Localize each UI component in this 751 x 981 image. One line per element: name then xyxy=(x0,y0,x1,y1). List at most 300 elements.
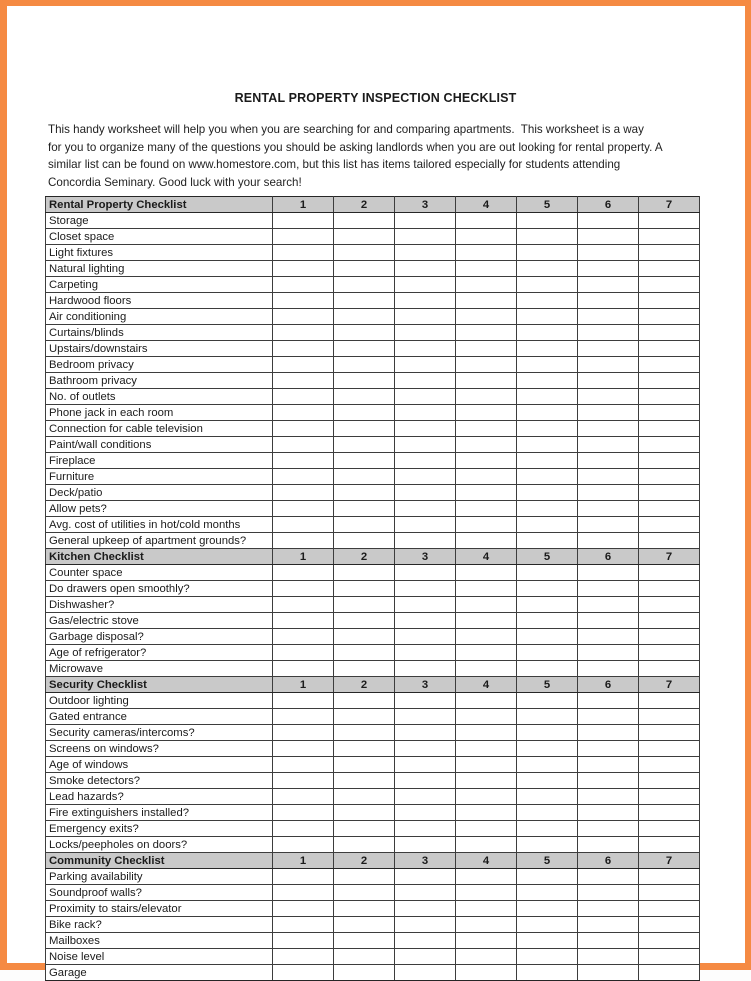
checklist-response-cell[interactable] xyxy=(578,517,639,533)
checklist-response-cell[interactable] xyxy=(273,741,334,757)
checklist-response-cell[interactable] xyxy=(456,565,517,581)
checklist-response-cell[interactable] xyxy=(578,661,639,677)
checklist-response-cell[interactable] xyxy=(273,309,334,325)
checklist-response-cell[interactable] xyxy=(456,437,517,453)
checklist-response-cell[interactable] xyxy=(578,901,639,917)
checklist-response-cell[interactable] xyxy=(639,773,700,789)
checklist-response-cell[interactable] xyxy=(517,517,578,533)
checklist-response-cell[interactable] xyxy=(578,261,639,277)
checklist-response-cell[interactable] xyxy=(517,421,578,437)
checklist-response-cell[interactable] xyxy=(578,773,639,789)
checklist-response-cell[interactable] xyxy=(334,949,395,965)
checklist-response-cell[interactable] xyxy=(334,245,395,261)
checklist-response-cell[interactable] xyxy=(395,773,456,789)
checklist-response-cell[interactable] xyxy=(456,405,517,421)
checklist-response-cell[interactable] xyxy=(517,341,578,357)
checklist-response-cell[interactable] xyxy=(456,837,517,853)
checklist-response-cell[interactable] xyxy=(578,405,639,421)
checklist-response-cell[interactable] xyxy=(517,437,578,453)
checklist-response-cell[interactable] xyxy=(273,421,334,437)
checklist-response-cell[interactable] xyxy=(395,693,456,709)
checklist-response-cell[interactable] xyxy=(273,389,334,405)
checklist-response-cell[interactable] xyxy=(639,885,700,901)
checklist-response-cell[interactable] xyxy=(395,469,456,485)
checklist-response-cell[interactable] xyxy=(639,389,700,405)
checklist-response-cell[interactable] xyxy=(517,693,578,709)
checklist-response-cell[interactable] xyxy=(517,277,578,293)
checklist-response-cell[interactable] xyxy=(517,501,578,517)
checklist-response-cell[interactable] xyxy=(517,581,578,597)
checklist-response-cell[interactable] xyxy=(578,277,639,293)
checklist-response-cell[interactable] xyxy=(517,869,578,885)
checklist-response-cell[interactable] xyxy=(578,565,639,581)
checklist-response-cell[interactable] xyxy=(517,325,578,341)
checklist-response-cell[interactable] xyxy=(334,421,395,437)
checklist-response-cell[interactable] xyxy=(456,901,517,917)
checklist-response-cell[interactable] xyxy=(334,725,395,741)
checklist-response-cell[interactable] xyxy=(395,917,456,933)
checklist-response-cell[interactable] xyxy=(395,373,456,389)
checklist-response-cell[interactable] xyxy=(273,341,334,357)
checklist-response-cell[interactable] xyxy=(395,501,456,517)
checklist-response-cell[interactable] xyxy=(334,645,395,661)
checklist-response-cell[interactable] xyxy=(517,373,578,389)
checklist-response-cell[interactable] xyxy=(456,645,517,661)
checklist-response-cell[interactable] xyxy=(456,389,517,405)
checklist-response-cell[interactable] xyxy=(639,901,700,917)
checklist-response-cell[interactable] xyxy=(639,629,700,645)
checklist-response-cell[interactable] xyxy=(639,869,700,885)
checklist-response-cell[interactable] xyxy=(334,469,395,485)
checklist-response-cell[interactable] xyxy=(639,261,700,277)
checklist-response-cell[interactable] xyxy=(578,245,639,261)
checklist-response-cell[interactable] xyxy=(395,581,456,597)
checklist-response-cell[interactable] xyxy=(456,277,517,293)
checklist-response-cell[interactable] xyxy=(395,325,456,341)
checklist-response-cell[interactable] xyxy=(334,501,395,517)
checklist-response-cell[interactable] xyxy=(395,437,456,453)
checklist-response-cell[interactable] xyxy=(517,629,578,645)
checklist-response-cell[interactable] xyxy=(395,661,456,677)
checklist-response-cell[interactable] xyxy=(639,421,700,437)
checklist-response-cell[interactable] xyxy=(334,261,395,277)
checklist-response-cell[interactable] xyxy=(456,469,517,485)
checklist-response-cell[interactable] xyxy=(273,709,334,725)
checklist-response-cell[interactable] xyxy=(395,485,456,501)
checklist-response-cell[interactable] xyxy=(395,341,456,357)
checklist-response-cell[interactable] xyxy=(639,757,700,773)
checklist-response-cell[interactable] xyxy=(395,741,456,757)
checklist-response-cell[interactable] xyxy=(456,229,517,245)
checklist-response-cell[interactable] xyxy=(517,453,578,469)
checklist-response-cell[interactable] xyxy=(517,405,578,421)
checklist-response-cell[interactable] xyxy=(334,293,395,309)
checklist-response-cell[interactable] xyxy=(395,725,456,741)
checklist-response-cell[interactable] xyxy=(517,933,578,949)
checklist-response-cell[interactable] xyxy=(273,773,334,789)
checklist-response-cell[interactable] xyxy=(639,597,700,613)
checklist-response-cell[interactable] xyxy=(395,885,456,901)
checklist-response-cell[interactable] xyxy=(578,309,639,325)
checklist-response-cell[interactable] xyxy=(639,741,700,757)
checklist-response-cell[interactable] xyxy=(639,709,700,725)
checklist-response-cell[interactable] xyxy=(456,501,517,517)
checklist-response-cell[interactable] xyxy=(456,949,517,965)
checklist-response-cell[interactable] xyxy=(334,661,395,677)
checklist-response-cell[interactable] xyxy=(273,373,334,389)
checklist-response-cell[interactable] xyxy=(334,965,395,981)
checklist-response-cell[interactable] xyxy=(395,965,456,981)
checklist-response-cell[interactable] xyxy=(456,213,517,229)
checklist-response-cell[interactable] xyxy=(273,693,334,709)
checklist-response-cell[interactable] xyxy=(456,629,517,645)
checklist-response-cell[interactable] xyxy=(456,693,517,709)
checklist-response-cell[interactable] xyxy=(578,213,639,229)
checklist-response-cell[interactable] xyxy=(273,277,334,293)
checklist-response-cell[interactable] xyxy=(334,613,395,629)
checklist-response-cell[interactable] xyxy=(578,357,639,373)
checklist-response-cell[interactable] xyxy=(456,805,517,821)
checklist-response-cell[interactable] xyxy=(578,917,639,933)
checklist-response-cell[interactable] xyxy=(456,421,517,437)
checklist-response-cell[interactable] xyxy=(578,629,639,645)
checklist-response-cell[interactable] xyxy=(578,597,639,613)
checklist-response-cell[interactable] xyxy=(639,373,700,389)
checklist-response-cell[interactable] xyxy=(639,325,700,341)
checklist-response-cell[interactable] xyxy=(334,821,395,837)
checklist-response-cell[interactable] xyxy=(639,805,700,821)
checklist-response-cell[interactable] xyxy=(517,469,578,485)
checklist-response-cell[interactable] xyxy=(639,613,700,629)
checklist-response-cell[interactable] xyxy=(273,645,334,661)
checklist-response-cell[interactable] xyxy=(395,421,456,437)
checklist-response-cell[interactable] xyxy=(517,565,578,581)
checklist-response-cell[interactable] xyxy=(334,325,395,341)
checklist-response-cell[interactable] xyxy=(395,869,456,885)
checklist-response-cell[interactable] xyxy=(273,261,334,277)
checklist-response-cell[interactable] xyxy=(334,277,395,293)
checklist-response-cell[interactable] xyxy=(456,661,517,677)
checklist-response-cell[interactable] xyxy=(395,517,456,533)
checklist-response-cell[interactable] xyxy=(273,821,334,837)
checklist-response-cell[interactable] xyxy=(395,645,456,661)
checklist-response-cell[interactable] xyxy=(395,901,456,917)
checklist-response-cell[interactable] xyxy=(456,821,517,837)
checklist-response-cell[interactable] xyxy=(456,533,517,549)
checklist-response-cell[interactable] xyxy=(334,805,395,821)
checklist-response-cell[interactable] xyxy=(273,469,334,485)
checklist-response-cell[interactable] xyxy=(456,517,517,533)
checklist-response-cell[interactable] xyxy=(639,965,700,981)
checklist-response-cell[interactable] xyxy=(273,933,334,949)
checklist-response-cell[interactable] xyxy=(456,933,517,949)
checklist-response-cell[interactable] xyxy=(517,917,578,933)
checklist-response-cell[interactable] xyxy=(334,405,395,421)
checklist-response-cell[interactable] xyxy=(273,325,334,341)
checklist-response-cell[interactable] xyxy=(578,885,639,901)
checklist-response-cell[interactable] xyxy=(517,261,578,277)
checklist-response-cell[interactable] xyxy=(578,325,639,341)
checklist-response-cell[interactable] xyxy=(517,533,578,549)
checklist-response-cell[interactable] xyxy=(334,757,395,773)
checklist-response-cell[interactable] xyxy=(517,789,578,805)
checklist-response-cell[interactable] xyxy=(334,213,395,229)
checklist-response-cell[interactable] xyxy=(273,565,334,581)
checklist-response-cell[interactable] xyxy=(639,453,700,469)
checklist-response-cell[interactable] xyxy=(456,581,517,597)
checklist-response-cell[interactable] xyxy=(334,517,395,533)
checklist-response-cell[interactable] xyxy=(517,613,578,629)
checklist-response-cell[interactable] xyxy=(639,405,700,421)
checklist-response-cell[interactable] xyxy=(456,965,517,981)
checklist-response-cell[interactable] xyxy=(517,709,578,725)
checklist-response-cell[interactable] xyxy=(639,789,700,805)
checklist-response-cell[interactable] xyxy=(456,773,517,789)
checklist-response-cell[interactable] xyxy=(639,661,700,677)
checklist-response-cell[interactable] xyxy=(456,917,517,933)
checklist-response-cell[interactable] xyxy=(334,917,395,933)
checklist-response-cell[interactable] xyxy=(578,949,639,965)
checklist-response-cell[interactable] xyxy=(456,869,517,885)
checklist-response-cell[interactable] xyxy=(273,885,334,901)
checklist-response-cell[interactable] xyxy=(273,949,334,965)
checklist-response-cell[interactable] xyxy=(395,261,456,277)
checklist-response-cell[interactable] xyxy=(456,789,517,805)
checklist-response-cell[interactable] xyxy=(273,901,334,917)
checklist-response-cell[interactable] xyxy=(639,277,700,293)
checklist-response-cell[interactable] xyxy=(395,213,456,229)
checklist-response-cell[interactable] xyxy=(578,757,639,773)
checklist-response-cell[interactable] xyxy=(517,213,578,229)
checklist-response-cell[interactable] xyxy=(334,581,395,597)
checklist-response-cell[interactable] xyxy=(639,949,700,965)
checklist-response-cell[interactable] xyxy=(334,533,395,549)
checklist-response-cell[interactable] xyxy=(578,693,639,709)
checklist-response-cell[interactable] xyxy=(334,453,395,469)
checklist-response-cell[interactable] xyxy=(639,821,700,837)
checklist-response-cell[interactable] xyxy=(456,325,517,341)
checklist-response-cell[interactable] xyxy=(334,773,395,789)
checklist-response-cell[interactable] xyxy=(334,869,395,885)
checklist-response-cell[interactable] xyxy=(273,837,334,853)
checklist-response-cell[interactable] xyxy=(517,357,578,373)
checklist-response-cell[interactable] xyxy=(639,645,700,661)
checklist-response-cell[interactable] xyxy=(395,245,456,261)
checklist-response-cell[interactable] xyxy=(273,405,334,421)
checklist-response-cell[interactable] xyxy=(639,293,700,309)
checklist-response-cell[interactable] xyxy=(639,469,700,485)
checklist-response-cell[interactable] xyxy=(334,597,395,613)
checklist-response-cell[interactable] xyxy=(273,613,334,629)
checklist-response-cell[interactable] xyxy=(395,709,456,725)
checklist-response-cell[interactable] xyxy=(395,405,456,421)
checklist-response-cell[interactable] xyxy=(639,693,700,709)
checklist-response-cell[interactable] xyxy=(639,501,700,517)
checklist-response-cell[interactable] xyxy=(334,389,395,405)
checklist-response-cell[interactable] xyxy=(456,357,517,373)
checklist-response-cell[interactable] xyxy=(517,725,578,741)
checklist-response-cell[interactable] xyxy=(639,309,700,325)
checklist-response-cell[interactable] xyxy=(517,837,578,853)
checklist-response-cell[interactable] xyxy=(639,725,700,741)
checklist-response-cell[interactable] xyxy=(517,741,578,757)
checklist-response-cell[interactable] xyxy=(578,965,639,981)
checklist-response-cell[interactable] xyxy=(395,229,456,245)
checklist-response-cell[interactable] xyxy=(273,437,334,453)
checklist-response-cell[interactable] xyxy=(273,805,334,821)
checklist-response-cell[interactable] xyxy=(456,245,517,261)
checklist-response-cell[interactable] xyxy=(639,485,700,501)
checklist-response-cell[interactable] xyxy=(334,373,395,389)
checklist-response-cell[interactable] xyxy=(273,293,334,309)
checklist-response-cell[interactable] xyxy=(395,309,456,325)
checklist-response-cell[interactable] xyxy=(456,453,517,469)
checklist-response-cell[interactable] xyxy=(578,869,639,885)
checklist-response-cell[interactable] xyxy=(456,885,517,901)
checklist-response-cell[interactable] xyxy=(517,885,578,901)
checklist-response-cell[interactable] xyxy=(456,597,517,613)
checklist-response-cell[interactable] xyxy=(273,485,334,501)
checklist-response-cell[interactable] xyxy=(517,949,578,965)
checklist-response-cell[interactable] xyxy=(517,229,578,245)
checklist-response-cell[interactable] xyxy=(456,757,517,773)
checklist-response-cell[interactable] xyxy=(639,357,700,373)
checklist-response-cell[interactable] xyxy=(273,789,334,805)
checklist-response-cell[interactable] xyxy=(395,565,456,581)
checklist-response-cell[interactable] xyxy=(578,421,639,437)
checklist-response-cell[interactable] xyxy=(334,709,395,725)
checklist-response-cell[interactable] xyxy=(517,965,578,981)
checklist-response-cell[interactable] xyxy=(273,453,334,469)
checklist-response-cell[interactable] xyxy=(517,773,578,789)
checklist-response-cell[interactable] xyxy=(578,469,639,485)
checklist-response-cell[interactable] xyxy=(456,725,517,741)
checklist-response-cell[interactable] xyxy=(578,453,639,469)
checklist-response-cell[interactable] xyxy=(639,245,700,261)
checklist-response-cell[interactable] xyxy=(273,757,334,773)
checklist-response-cell[interactable] xyxy=(273,533,334,549)
checklist-response-cell[interactable] xyxy=(639,837,700,853)
checklist-response-cell[interactable] xyxy=(578,709,639,725)
checklist-response-cell[interactable] xyxy=(639,341,700,357)
checklist-response-cell[interactable] xyxy=(334,309,395,325)
checklist-response-cell[interactable] xyxy=(517,901,578,917)
checklist-response-cell[interactable] xyxy=(395,629,456,645)
checklist-response-cell[interactable] xyxy=(334,837,395,853)
checklist-response-cell[interactable] xyxy=(395,533,456,549)
checklist-response-cell[interactable] xyxy=(578,437,639,453)
checklist-response-cell[interactable] xyxy=(334,901,395,917)
checklist-response-cell[interactable] xyxy=(395,789,456,805)
checklist-response-cell[interactable] xyxy=(395,949,456,965)
checklist-response-cell[interactable] xyxy=(273,597,334,613)
checklist-response-cell[interactable] xyxy=(578,341,639,357)
checklist-response-cell[interactable] xyxy=(578,933,639,949)
checklist-response-cell[interactable] xyxy=(578,293,639,309)
checklist-response-cell[interactable] xyxy=(578,613,639,629)
checklist-response-cell[interactable] xyxy=(456,261,517,277)
checklist-response-cell[interactable] xyxy=(456,613,517,629)
checklist-response-cell[interactable] xyxy=(334,629,395,645)
checklist-response-cell[interactable] xyxy=(456,485,517,501)
checklist-response-cell[interactable] xyxy=(578,725,639,741)
checklist-response-cell[interactable] xyxy=(334,229,395,245)
checklist-response-cell[interactable] xyxy=(517,757,578,773)
checklist-response-cell[interactable] xyxy=(578,229,639,245)
checklist-response-cell[interactable] xyxy=(578,389,639,405)
checklist-response-cell[interactable] xyxy=(334,933,395,949)
checklist-response-cell[interactable] xyxy=(395,821,456,837)
checklist-response-cell[interactable] xyxy=(578,789,639,805)
checklist-response-cell[interactable] xyxy=(456,373,517,389)
checklist-response-cell[interactable] xyxy=(395,757,456,773)
checklist-response-cell[interactable] xyxy=(273,661,334,677)
checklist-response-cell[interactable] xyxy=(273,245,334,261)
checklist-response-cell[interactable] xyxy=(395,597,456,613)
checklist-response-cell[interactable] xyxy=(639,917,700,933)
checklist-response-cell[interactable] xyxy=(639,533,700,549)
checklist-response-cell[interactable] xyxy=(273,725,334,741)
checklist-response-cell[interactable] xyxy=(456,709,517,725)
checklist-response-cell[interactable] xyxy=(639,437,700,453)
checklist-response-cell[interactable] xyxy=(578,533,639,549)
checklist-response-cell[interactable] xyxy=(578,581,639,597)
checklist-response-cell[interactable] xyxy=(273,629,334,645)
checklist-response-cell[interactable] xyxy=(334,693,395,709)
checklist-response-cell[interactable] xyxy=(517,645,578,661)
checklist-response-cell[interactable] xyxy=(578,821,639,837)
checklist-response-cell[interactable] xyxy=(456,293,517,309)
checklist-response-cell[interactable] xyxy=(273,581,334,597)
checklist-response-cell[interactable] xyxy=(273,517,334,533)
checklist-response-cell[interactable] xyxy=(395,933,456,949)
checklist-response-cell[interactable] xyxy=(273,213,334,229)
checklist-response-cell[interactable] xyxy=(517,293,578,309)
checklist-response-cell[interactable] xyxy=(395,389,456,405)
checklist-response-cell[interactable] xyxy=(517,597,578,613)
checklist-response-cell[interactable] xyxy=(639,581,700,597)
checklist-response-cell[interactable] xyxy=(395,613,456,629)
checklist-response-cell[interactable] xyxy=(639,213,700,229)
checklist-response-cell[interactable] xyxy=(334,789,395,805)
checklist-response-cell[interactable] xyxy=(517,805,578,821)
checklist-response-cell[interactable] xyxy=(395,357,456,373)
checklist-response-cell[interactable] xyxy=(639,517,700,533)
checklist-response-cell[interactable] xyxy=(273,229,334,245)
checklist-response-cell[interactable] xyxy=(578,373,639,389)
checklist-response-cell[interactable] xyxy=(395,805,456,821)
checklist-response-cell[interactable] xyxy=(517,485,578,501)
checklist-response-cell[interactable] xyxy=(395,277,456,293)
checklist-response-cell[interactable] xyxy=(517,389,578,405)
checklist-response-cell[interactable] xyxy=(273,869,334,885)
checklist-response-cell[interactable] xyxy=(578,501,639,517)
checklist-response-cell[interactable] xyxy=(517,309,578,325)
checklist-response-cell[interactable] xyxy=(578,805,639,821)
checklist-response-cell[interactable] xyxy=(273,357,334,373)
checklist-response-cell[interactable] xyxy=(334,565,395,581)
checklist-response-cell[interactable] xyxy=(273,965,334,981)
checklist-response-cell[interactable] xyxy=(639,565,700,581)
checklist-response-cell[interactable] xyxy=(395,293,456,309)
checklist-response-cell[interactable] xyxy=(456,309,517,325)
checklist-response-cell[interactable] xyxy=(517,245,578,261)
checklist-response-cell[interactable] xyxy=(578,645,639,661)
checklist-response-cell[interactable] xyxy=(517,821,578,837)
checklist-response-cell[interactable] xyxy=(578,837,639,853)
checklist-response-cell[interactable] xyxy=(334,885,395,901)
checklist-response-cell[interactable] xyxy=(578,485,639,501)
